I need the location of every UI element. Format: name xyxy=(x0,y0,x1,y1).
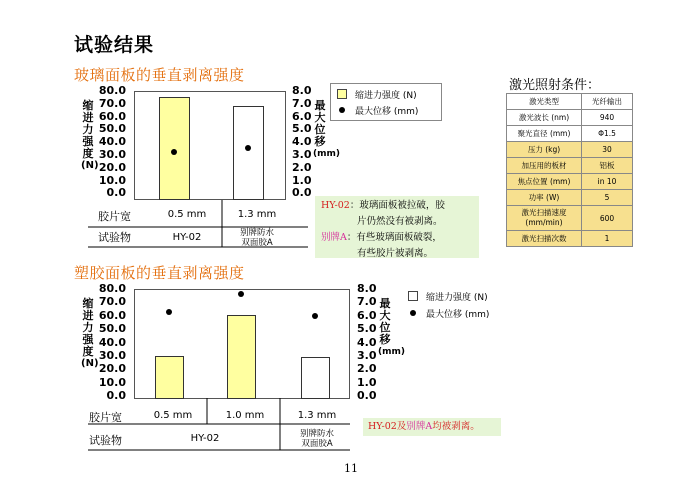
legend-dot-swatch xyxy=(410,310,416,316)
s2-thickness-3: 1.3 mm xyxy=(297,410,337,421)
conditions-row: 激光扫描次数 1 xyxy=(507,231,633,247)
legend-dot-swatch xyxy=(339,107,345,113)
s1-thickness-1: 0.5 mm xyxy=(167,209,207,220)
s2-category-table-lines xyxy=(80,398,360,458)
s2-plot-area xyxy=(134,289,350,399)
s1-material-2: 别牌防水 双面胶A xyxy=(239,228,274,248)
s1-note: HY-02：玻璃面板被拉破，胶 片仍然没有被剥离。 别牌A：有些玻璃面板破裂， 有些胶片被剥离。 xyxy=(315,196,479,258)
s1-right-axis-label: 最 大 位 移 (mm) xyxy=(313,99,340,159)
conditions-title: 激光照射条件： xyxy=(509,78,601,93)
conditions-row: 功率 (W) 5 xyxy=(507,190,633,206)
conditions-row: 加压用的板材 铝板 xyxy=(507,158,633,174)
s2-right-ticks: 8.0 7.0 6.0 5.0 4.0 3.0 2.0 1.0 0.0 xyxy=(357,282,377,403)
conditions-row: 聚光直径 (mm) Φ1.5 xyxy=(507,126,633,142)
bar xyxy=(301,357,330,399)
legend-bar-swatch xyxy=(337,89,347,99)
section2-title: 塑胶面板的垂直剥离强度 xyxy=(74,264,245,282)
s1-left-ticks: 80.0 70.0 60.0 50.0 40.0 30.0 20.0 10.0 0.0 xyxy=(98,84,126,200)
s2-thickness-1: 0.5 mm xyxy=(153,410,193,421)
s2-row-label-material: 试验物 xyxy=(89,434,122,447)
data-point xyxy=(166,309,172,315)
s2-row-label-thickness: 胶片宽 xyxy=(89,411,122,424)
page-title: 试验结果 xyxy=(74,34,155,56)
s1-thickness-2: 1.3 mm xyxy=(237,209,277,220)
s2-left-ticks: 80.0 70.0 60.0 50.0 40.0 30.0 20.0 10.0 0.0 xyxy=(98,282,126,403)
s1-row-label-material: 试验物 xyxy=(98,231,131,244)
s1-material-1: HY-02 xyxy=(172,232,202,243)
s1-row-label-thickness: 胶片宽 xyxy=(98,210,131,223)
s2-material-other: 别牌防水 双面胶A xyxy=(299,429,334,449)
legend-bar-swatch xyxy=(408,291,418,301)
s2-material-hy: HY-02 xyxy=(190,433,220,444)
s2-right-axis-label: 最 大 位 移 (mm) xyxy=(378,297,405,357)
data-point xyxy=(312,313,318,319)
conditions-row: 激光扫描速度 (mm/min) 600 xyxy=(507,206,633,231)
conditions-row: 压力 (kg) 30 xyxy=(507,142,633,158)
s2-note: HY-02及别牌A均被剥离。 xyxy=(363,418,501,436)
bar xyxy=(233,106,264,200)
s1-right-ticks: 8.0 7.0 6.0 5.0 4.0 3.0 2.0 1.0 0.0 xyxy=(292,84,312,200)
conditions-row: 激光波长 (nm) 940 xyxy=(507,110,633,126)
page-number: 11 xyxy=(344,462,358,475)
s1-left-axis-label: 缩 进 力 强 度 (N) xyxy=(81,99,99,171)
data-point xyxy=(238,291,244,297)
section1-title: 玻璃面板的垂直剥离强度 xyxy=(74,66,245,84)
conditions-row: 焦点位置 (mm) in 10 xyxy=(507,174,633,190)
conditions-table xyxy=(506,93,633,247)
s1-plot-area xyxy=(134,91,286,200)
s2-thickness-2: 1.0 mm xyxy=(225,410,265,421)
conditions-row: 激光类型 光纤输出 xyxy=(507,94,633,110)
s1-legend: 缩进力强度 (N) 最大位移 (mm) xyxy=(330,83,442,121)
bar xyxy=(227,315,256,399)
s2-legend: 缩进力强度 (N) 最大位移 (mm) xyxy=(408,287,518,321)
bar xyxy=(155,356,184,399)
s2-left-axis-label: 缩 进 力 强 度 (N) xyxy=(81,297,99,369)
